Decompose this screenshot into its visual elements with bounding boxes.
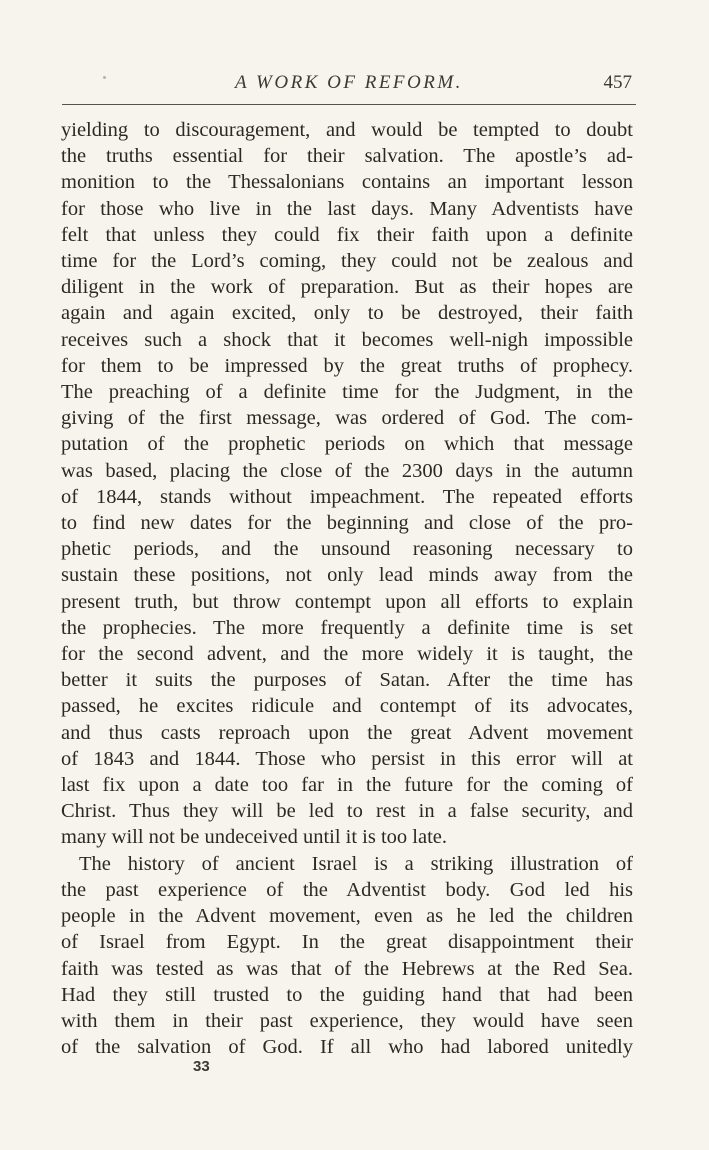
text-line: felt that unless they could fix their faith upon a definite bbox=[61, 223, 633, 246]
text-line: with them in their past experience, they would have seen bbox=[61, 1009, 633, 1032]
text-line: and thus casts reproach upon the great Advent movement bbox=[61, 721, 633, 744]
text-line: monition to the Thessalonians contains an important lesson bbox=[61, 171, 633, 194]
body-text bbox=[61, 117, 633, 1060]
text-line: for them to be impressed by the great truths of prophecy. bbox=[61, 354, 633, 377]
text-line: the past experience of the Adventist body. God led his bbox=[61, 878, 633, 901]
page-number: 457 bbox=[603, 72, 632, 93]
text-line: diligent in the work of preparation. But as their hopes are bbox=[61, 276, 633, 299]
running-head: A WORK OF REFORM. bbox=[235, 72, 463, 93]
text-line: last fix upon a date too far in the future for the coming of bbox=[61, 774, 633, 797]
text-line: many will not be undeceived until it is too late. bbox=[61, 826, 448, 849]
paragraph-1 bbox=[61, 117, 633, 851]
text-line: passed, he excites ridicule and contempt of its advocates, bbox=[61, 695, 633, 718]
text-line: better it suits the purposes of Satan. After the time has bbox=[61, 669, 633, 692]
text-line: present truth, but throw contempt upon all efforts to explain bbox=[61, 590, 633, 613]
text-line: people in the Advent movement, even as he led the children bbox=[61, 905, 633, 928]
text-line: phetic periods, and the unsound reasoning necessary to bbox=[61, 538, 633, 561]
text-line: yielding to discouragement, and would be tempted to doubt bbox=[61, 119, 633, 141]
text-line: giving of the first message, was ordered of God. The com- bbox=[61, 407, 633, 430]
text-line: Had they still trusted to the guiding hand that had been bbox=[61, 983, 633, 1006]
text-line: The history of ancient Israel is a striking illustration of bbox=[79, 852, 633, 875]
text-line: of 1843 and 1844. Those who persist in this error will at bbox=[61, 747, 633, 770]
text-line: sustain these positions, not only lead minds away from the bbox=[61, 564, 633, 587]
paragraph-2 bbox=[61, 851, 633, 1061]
text-line: the prophecies. The more frequently a definite time is set bbox=[61, 616, 633, 639]
text-line: the truths essential for their salvation. The apostle’s ad- bbox=[61, 145, 633, 168]
text-line: putation of the prophetic periods on which that message bbox=[61, 433, 633, 456]
text-line: receives such a shock that it becomes well-nigh impossible bbox=[61, 328, 633, 351]
text-line: of Israel from Egypt. In the great disappointment their bbox=[61, 931, 633, 954]
text-line: of 1844, stands without impeachment. The repeated efforts bbox=[61, 485, 633, 508]
text-line: was based, placing the close of the 2300 days in the autumn bbox=[61, 459, 633, 482]
text-line: to find new dates for the beginning and close of the pro- bbox=[61, 512, 633, 535]
paper-speck bbox=[103, 76, 106, 79]
text-line: again and again excited, only to be destroyed, their faith bbox=[61, 302, 633, 325]
text-line: The preaching of a definite time for the Judgment, in the bbox=[61, 381, 633, 404]
text-line: of the salvation of God. If all who had labored unitedly bbox=[61, 1036, 633, 1059]
text-line: for the second advent, and the more widely it is taught, the bbox=[61, 643, 633, 666]
header-rule bbox=[62, 104, 636, 105]
text-line: faith was tested as was that of the Hebrews at the Red Sea. bbox=[61, 957, 633, 980]
text-line: for those who live in the last days. Many Adventists have bbox=[61, 197, 633, 220]
page-header bbox=[62, 70, 636, 100]
signature-mark: 33 bbox=[193, 1058, 210, 1075]
text-line: Christ. Thus they will be led to rest in a false security, and bbox=[61, 800, 633, 823]
text-line: time for the Lord’s coming, they could not be zealous and bbox=[61, 250, 633, 273]
